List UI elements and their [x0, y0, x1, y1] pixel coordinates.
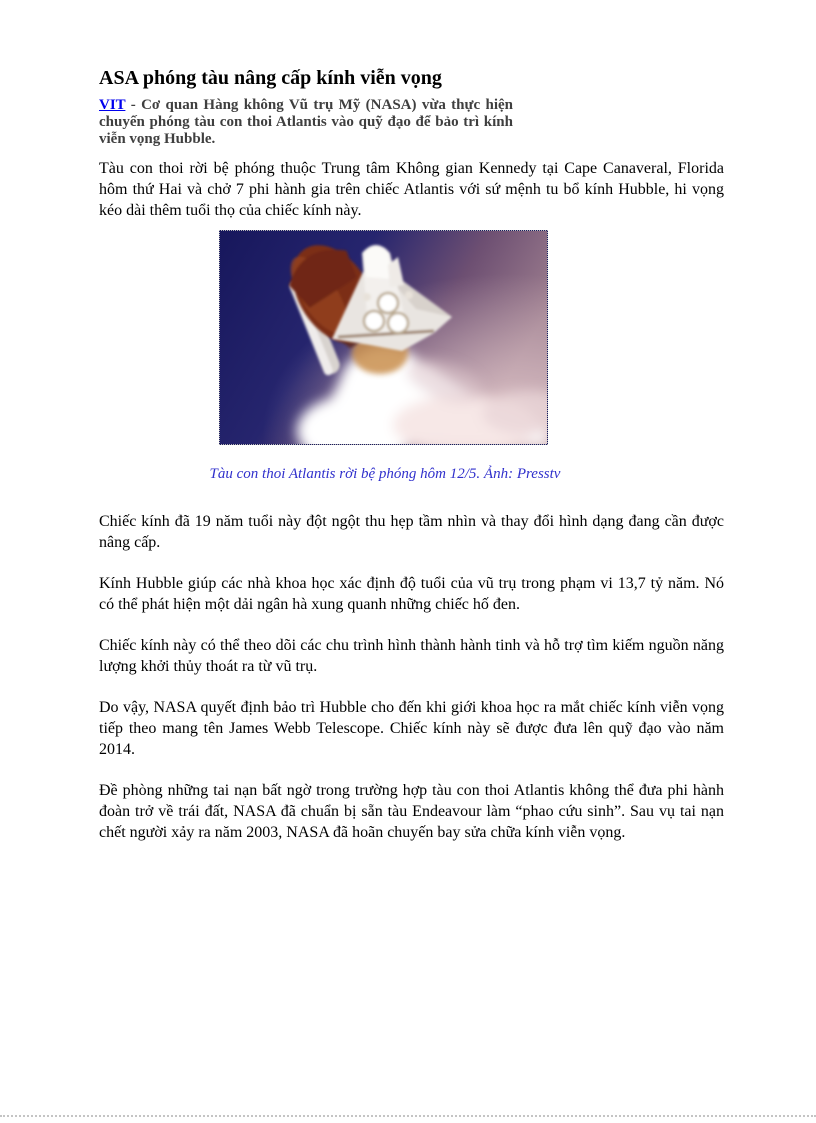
image-caption-row: [99, 465, 671, 484]
page-break-divider: [0, 1115, 816, 1117]
article-title: ASA phóng tàu nâng cấp kính viễn vọng: [99, 67, 442, 89]
vit-source-link[interactable]: VIT: [99, 97, 126, 113]
paragraph: Chiếc kính đã 19 năm tuổi này đột ngột thu hẹp tầm nhìn và thay đổi hình dạng đang cần được nâng cấp.: [99, 513, 724, 551]
paragraph: Kính Hubble giúp các nhà khoa học xác định độ tuổi của vũ trụ trong phạm vi 13,7 tỷ năm. Nó có thể phát hiện một dải ngân hà xung quanh những chiếc hố đen.: [99, 575, 724, 613]
shuttle-launch-photo: [220, 231, 547, 444]
lead-text: - Cơ quan Hàng không Vũ trụ Mỹ (NASA) vừa thực hiện chuyến phóng tàu con thoi Atlantis vào quỹ đạo để bảo trì kính viễn vọng Hubble.: [99, 97, 513, 147]
paragraph: Đề phòng những tai nạn bất ngờ trong trường hợp tàu con thoi Atlantis không thể đưa phi hành đoàn trở về trái đất, NASA đã chuẩn bị sẵn tàu Endeavour làm “phao cứu sinh”. Sau vụ tai nạn chết người xảy ra năm 2003, NASA đã hoãn chuyến bay sửa chữa kính viễn vọng.: [99, 782, 724, 841]
paragraph: Do vậy, NASA quyết định bảo trì Hubble cho đến khi giới khoa học ra mắt chiếc kính viễn vọng tiếp theo mang tên James Webb Telescope. Chiếc kính này sẽ được đưa lên quỹ đạo vào năm 2014.: [99, 699, 724, 758]
article-content: [99, 66, 724, 863]
article-lead: [99, 97, 513, 148]
image-caption: Tàu con thoi Atlantis rời bệ phóng hôm 12/5. Ảnh: Presstv: [209, 466, 561, 482]
paragraph: Chiếc kính này có thể theo dõi các chu trình hình thành hành tinh và hỗ trợ tìm kiếm nguồn năng lượng khởi thủy thoát ra từ vũ trụ.: [99, 637, 724, 675]
article-image-frame: [219, 230, 548, 445]
paragraph: Tàu con thoi rời bệ phóng thuộc Trung tâm Không gian Kennedy tại Cape Canaveral, Florida hôm thứ Hai và chở 7 phi hành gia trên chiếc Atlantis với sứ mệnh tu bổ kính Hubble, hi vọng kéo dài thêm tuổi thọ của chiếc kính này.: [99, 160, 724, 219]
